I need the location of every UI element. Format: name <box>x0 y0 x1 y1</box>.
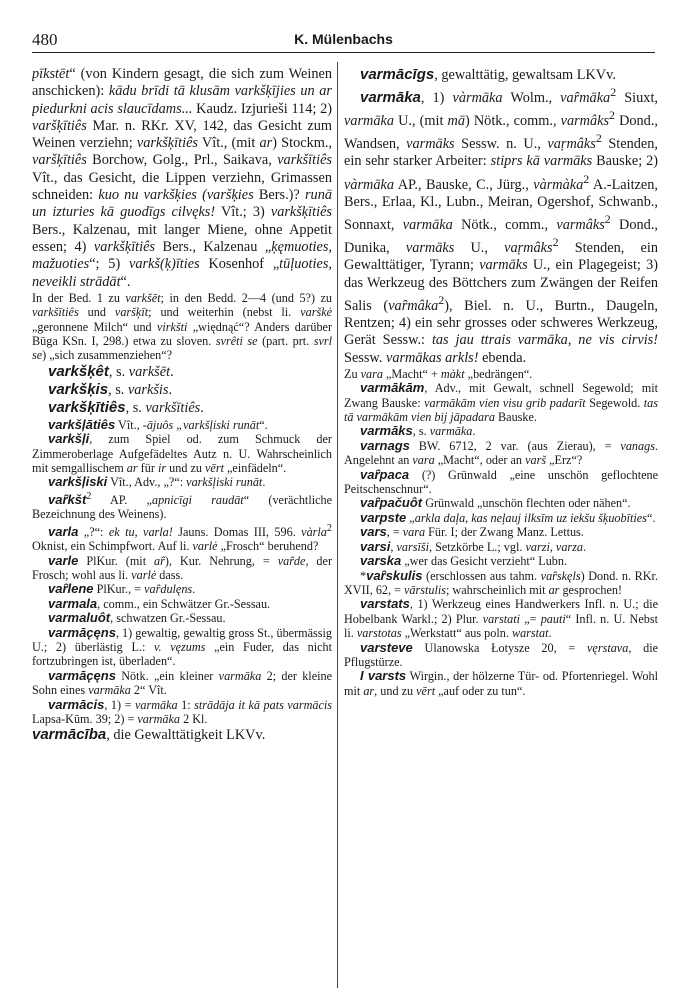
left-column <box>32 66 332 992</box>
page-number: 480 <box>32 30 58 49</box>
page-header <box>32 30 655 53</box>
dictionary-entry: varkšļātiês Vît., -ājuôs „varkšļiski runāt“. <box>48 416 268 432</box>
dictionary-entry: vaȓpačuôt Grünwald „unschön flechten oder nähen“. <box>360 495 631 511</box>
right-column <box>344 66 658 992</box>
dictionary-entry: varmācis, 1) = varmāka 1: strādāja it kā pats varmācis Lapsa-Kūm. 39; 2) = varmāka 2 Kl. <box>32 696 332 727</box>
running-title: K. Mülenbachs <box>294 31 393 47</box>
dictionary-entry: varkšķītiês, s. varkšītiês. <box>48 399 204 417</box>
dictionary-entry: varmaluôt, schwatzen Gr.-Sessau. <box>48 610 226 626</box>
dictionary-entry: varnags BW. 6712, 2 var. (aus Zierau), = vanags. Angelehnt an vara „Macht“, oder an varš „Erz“? <box>344 437 658 468</box>
dictionary-entry: varkšķêt, s. varkšēt. <box>48 362 174 380</box>
dictionary-entry: varkšļiski Vît., Adv., „?“: varkšļiski runāt. <box>48 474 266 490</box>
dictionary-entry: vars, = vara Für. I; der Zwang Manz. Lettus. <box>360 524 584 540</box>
dictionary-entry: varmāc̨ęns Nötk. „ein kleiner varmāka 2; der kleine Sohn eines varmāka 2“ Vît. <box>32 667 332 698</box>
dictionary-entry: varmākām, Adv., mit Gewalt, schnell Segewold; mit Zwang Bauske: varmākām vien visu grib padarīt Segewold. tas tā varmākām vien bij jāpadara Bauske. <box>344 380 658 425</box>
dictionary-entry: varstats, 1) Werkzeug eines Handwerkers Infl. n. U.; die Hobelbank Warkl.; 2) Plur. varstati „= pauti“ Infl. n. U. Nebst li. varstotas „Werkstatt“ aus poln. warstat. <box>344 596 658 641</box>
dictionary-entry: I varsts Wirgin., der hölzerne Tür- od. Pfortenriegel. Wohl mit ar, und zu vērt „auf oder zu tun“. <box>344 668 658 698</box>
dictionary-entry: varkšķis, s. varkšis. <box>48 381 173 399</box>
dictionary-entry: vaȓpaca (?) Grünwald „eine unschön geflochtene Peitschenschnur“. <box>344 466 658 497</box>
dictionary-entry: varle PlKur. (mit aȓ), Kur. Nehrung, = vaȓde, der Frosch; wohl aus li. varlė dass. <box>32 552 332 582</box>
dictionary-entry: varmācība, die Gewalttätigkeit LKVv. <box>32 726 266 744</box>
dictionary-entry: varmāks, s. varmāka. <box>360 423 476 439</box>
dictionary-entry: varmācīgs, gewalttätig, gewaltsam LKVv. <box>360 66 616 83</box>
dictionary-entry: In der Bed. 1 zu varkšēt; in den Bedd. 2—4 (und 5?) zu varkšītiês und varšķīt; und weiterhin (nebst li. varškė „geronnene Milch“ und virkšti „więdnąć“? Anders darüber Būga KSn. I, 298.) etwa zu sloven. svrêti se (part. prt. svrl se) „sich zusammenziehen“? <box>32 290 332 363</box>
dictionary-entry: varmāc̨ęns, 1) gewaltig, gewaltig gross St., übermässig U.; 2) überlästig L.: v. vęzums „ein Fuder, das nicht fortzubringen ist, überladen“. <box>32 624 332 669</box>
dictionary-entry: vaȓlene PlKur., = vaȓdulęns. <box>48 581 196 597</box>
dictionary-entry: varska „wer das Gesicht verzieht“ Lubn. <box>360 553 568 569</box>
column-divider <box>337 62 338 988</box>
dictionary-entry: Zu vara „Macht“ + màkt „bedrängen“. <box>344 366 533 381</box>
dictionary-entry: *vaȓskulis (erschlossen aus tahm. vaȓskęls) Dond. n. RKr. XVII, 62, = vārstulis; wahrscheinlich mit ar gesprochen! <box>344 567 658 597</box>
dictionary-entry: varkšļi, zum Spiel od. zum Schmuck der Zimmeroberlage Aufgefädeltes Autz n. U. Wahrscheinlich mit semgallischem ar für ir und zu vērt „einfädeln“. <box>32 431 332 475</box>
dictionary-entry: varsteve Ulanowska Łotysze 20, = vęrstava, die Pflugstürze. <box>344 639 658 669</box>
dictionary-entry: varsi, varsīši, Setzkörbe L.; vgl. varzi, varza. <box>360 538 587 554</box>
dictionary-entry: vaȓkšt$^2$ AP. „apnicīgi raudāt“ (verächtliche Bezeichnung des Weinens). <box>32 490 332 522</box>
dictionary-entry: pīkstēt“ (von Kindern gesagt, die sich zum Weinen anschicken): kādu brīdi tā klusām varkšķījies un ar piedurkni acis slaucīdams... Kaudz. Izjurieši 114; 2) varšķītiês Mar. n. RKr. XV, 142, das Gesicht zum Weinen verziehn; varkšķītiês Vît., (mit ar) Stockm., varšķītiês Borchow, Golg., Prl., Saikava, varkšītiês Vît., das Gesicht, die Lippen verziehn, Grimassen schneiden: kuo nu varkšķies (varšķies Bers.)? runā un izturies kā guodīgs cilvęks! Vît.; 3) varkšķītiês Bers., Kalzenau, mit langer Miene, ohne Appetit essen; 4) varkšķītiês Bers., Kalzenau „ķęmuoties, mažuoties“; 5) varkš(ķ)īties Kosenhof „tūļuoties, neveikli strādāt“. <box>32 66 332 290</box>
dictionary-entry: varpste „arkla daļa, kas neļauj ilksīm uz iekšu šķuobīties“. <box>360 509 656 525</box>
dictionary-entry: varla „?“: ek tu, varla! Jauns. Domas III, 596. vàrla$^2$ Oknist, ein Schimpfwort. Auf li. varlė „Frosch“ beruhend? <box>32 522 332 554</box>
dictionary-entry: varmala, comm., ein Schwätzer Gr.-Sessau. <box>48 595 271 611</box>
dictionary-entry: varmāka, 1) vàrmāka Wolm., vaȓmāka$^2$ Siuxt, varmāka U., (mit mā) Nötk., comm., varmâks$^2$ Dond., Wandsen, varmāks Sessw. n. U., vaŗmâks$^2$ Stenden, ein sehr starker Arbeiter: stiprs kā varmāks Bauske; 2) vàrmāka AP., Bauske, C., Jürg., vàrmàka$^2$ A.-Laitzen, Bers., Erlaa, Kl., Lubn., Meiran, Ogershof, Schwanb., Sonnaxt, varmāka Nötk., comm., varmâks$^2$ Dond., Dunika, varmāks U., vaŗmâks$^2$ Stenden, ein Gewalttätiger, Tyrann; varmāks U., ein Plagegeist; 3) das Werkzeug des Böttchers zum Zwängen der Reifen Salis (vaȓmâka$^2$), Biel. n. U., Burtn., Daugeln, Rentzen; 4) ein sehr grosses oder schweres Werkzeug, Gerät Sessw.: tas jau ttrais varmāka, ne vis cirvis! Sessw. varmākas arkls! ebenda. <box>344 85 658 366</box>
